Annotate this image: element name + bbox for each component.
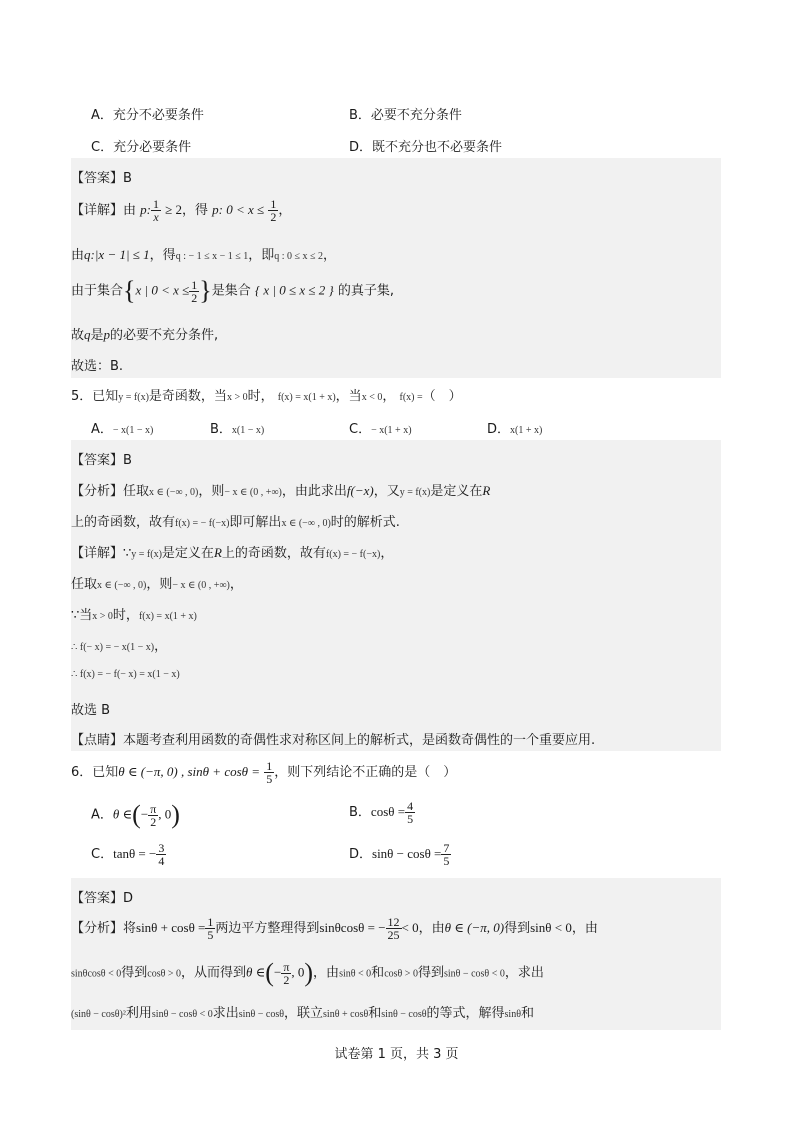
q5-option-b: B．x(1 − x) [210,422,265,437]
analysis-line-2: sinθcosθ < 0得到cosθ > 0，从而得到θ ∈(− $\frac{\pi}{2}$ , 0)，由sinθ < 0和cosθ > 0得到sinθ − cosθ < 0，求出 [71,958,544,987]
q5-solution [71,440,721,751]
detail-line-1: 【详解】∵y = f(x)是定义在R上的奇函数，故有f(x) = − f(−x)， [71,545,394,561]
q5-option-c: C．− x(1 + x) [349,422,412,437]
q6-option-b: B．cosθ = $\frac{4}{5}$ [349,799,414,826]
q6-stem: 6．已知θ ∈ (−π, 0) , sinθ + cosθ = $\frac{1}{5}$ ，则下列结论不正确的是（ ） [71,759,457,786]
comment: 【点睛】本题考查利用函数的奇偶性求对称区间上的解析式，是函数奇偶性的一个重要应用. [71,733,596,748]
answer: 【答案】D [71,891,134,906]
q6-option-d: D．sinθ − cosθ = $\frac{7}{5}$ [349,841,450,868]
q4-solution [71,158,721,378]
option-a: A．充分不必要条件 [91,108,204,123]
q6-option-c: C．tanθ = − $\frac{3}{4}$ [91,841,165,868]
detail-line-5: ∴ f(x) = − f(− x) = x(1 − x) [71,669,180,680]
detail-line-5: 故选：B. [71,359,124,374]
page-footer: 试卷第 1 页，共 3 页 [334,1047,459,1062]
q6-option-a: A．θ ∈(− $\frac{\pi}{2}$ , 0) [91,800,180,829]
detail-line-6: 故选 B [71,703,111,718]
analysis-line-3: (sinθ − cosθ)²利用sinθ − cosθ < 0求出sinθ − cosθ，联立sinθ + cosθ和sinθ − cosθ的等式，解得sinθ和 [71,1006,535,1021]
fraction: $\frac{1}{2}$ [270,197,277,224]
detail-line-3: ∵当x > 0时，f(x) = x(1 + x) [71,608,197,623]
q5-option-d: D．x(1 + x) [487,422,543,437]
q5-option-a: A．− x(1 − x) [91,422,154,437]
detail-line-1: 【详解】由 p: $\frac{1}{x}$ ≥ 2，得 p: 0 < x ≤ $\frac{1}{2}$ ， [71,197,292,224]
detail-line-4: ∴ f(− x) = − x(1 − x)， [71,639,168,654]
answer: 【答案】B [71,171,132,186]
analysis-line-1: 【分析】任取x ∈ (−∞ , 0)，则− x ∈ (0 , +∞)，由此求出f(−x)，又y = f(x)是定义在R [71,483,491,499]
detail-line-3: 由于集合{x | 0 < x ≤ $\frac{1}{2}$ }是集合 { x | 0 ≤ x ≤ 2 } 的真子集, [71,276,394,305]
fraction: $\frac{1}{5}$ [266,759,273,786]
analysis-line-2: 上的奇函数，故有f(x) = − f(−x)即可解出x ∈ (−∞ , 0)时的解析式. [71,515,400,530]
q6-solution [71,878,721,1030]
q5-stem: 5．已知y = f(x)是奇函数，当x > 0时， f(x) = x(1 + x)，当x < 0， f(x) =（ ） [71,389,462,404]
detail-line-2: 任取x ∈ (−∞ , 0)，则− x ∈ (0 , +∞)， [71,577,243,592]
detail-line-2: 由q:|x − 1| ≤ 1，得q : − 1 ≤ x − 1 ≤ 1，即q : 0 ≤ x ≤ 2， [71,247,337,263]
answer: 【答案】B [71,453,132,468]
fraction: $\frac{1}{x}$ [153,197,159,224]
option-d: D．既不充分也不必要条件 [349,140,503,155]
option-c: C．充分必要条件 [91,140,192,155]
fraction: $\frac{1}{2}$ [191,277,198,305]
analysis-line-1: 【分析】将sinθ + cosθ = $\frac{1}{5}$ 两边平方整理得到sinθcosθ = − $\frac{12}{25}$ < 0，由θ ∈ (−π, 0)得到sinθ < 0，由 [71,915,598,942]
option-b: B．必要不充分条件 [349,108,462,123]
detail-line-4: 故q是p的必要不充分条件, [71,327,219,343]
